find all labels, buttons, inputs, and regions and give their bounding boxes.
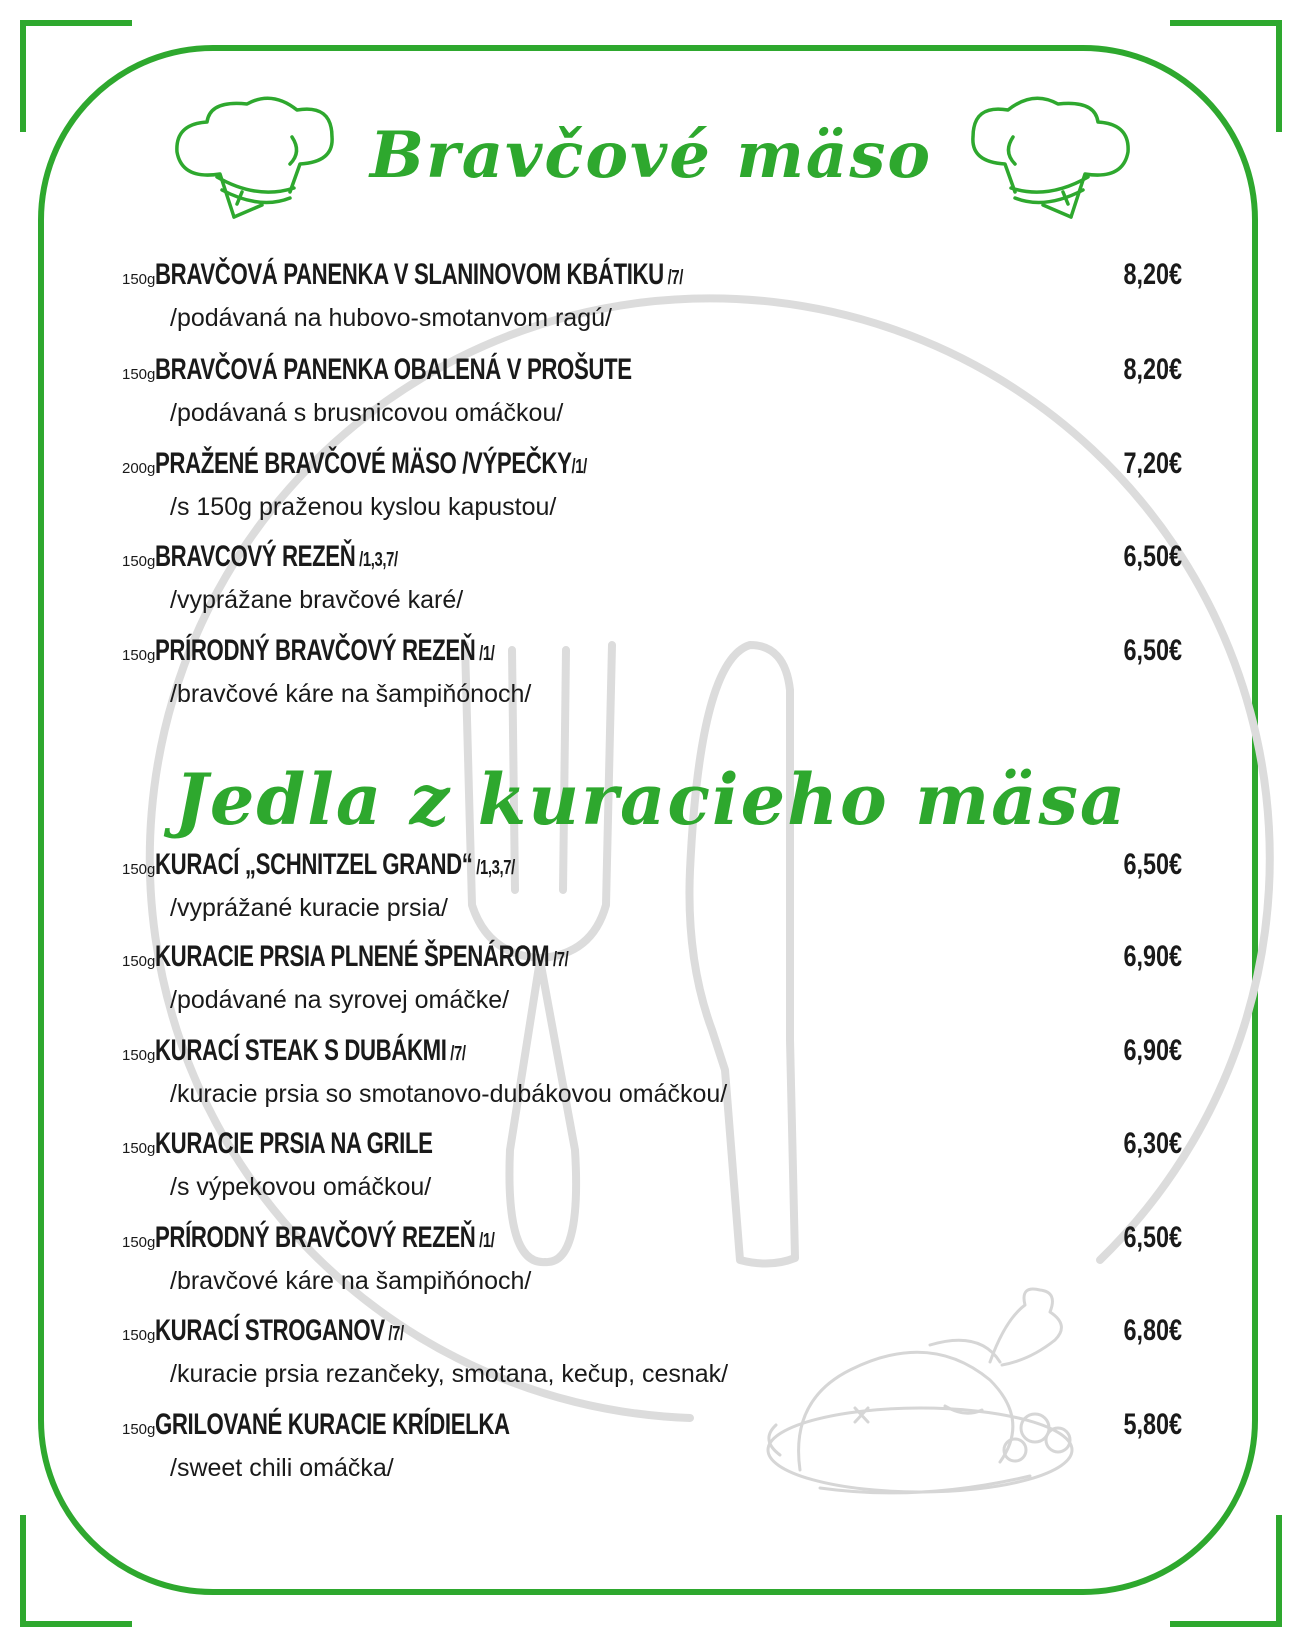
item-name: KURACIE PRSIA PLNENÉ ŠPENÁROM /7/ (155, 940, 569, 973)
item-price: 6,90€ (1123, 1034, 1182, 1067)
item-price: 8,20€ (1123, 353, 1182, 386)
item-description: /podávaná s brusnicovou omáčkou/ (170, 399, 564, 427)
item-price: 6,30€ (1123, 1127, 1182, 1160)
item-price: 6,90€ (1123, 940, 1182, 973)
item-description: /s výpekovou omáčkou/ (170, 1173, 432, 1201)
item-weight: 150g (122, 271, 156, 288)
item-description: /s 150g praženou kyslou kapustou/ (170, 493, 557, 521)
item-weight: 150g (122, 861, 156, 878)
item-weight: 150g (122, 1327, 156, 1344)
menu-item (122, 634, 1182, 724)
item-name: KURACÍ „SCHNITZEL GRAND“ /1,3,7/ (155, 848, 516, 881)
item-allergens: /7/ (446, 1043, 467, 1065)
item-weight: 150g (122, 1234, 156, 1251)
menu-item (122, 940, 1182, 1030)
item-weight: 150g (122, 366, 156, 383)
item-name: PRÍRODNÝ BRAVČOVÝ REZEŇ /1/ (155, 634, 495, 667)
item-description: /vyprážané kuracie prsia/ (170, 894, 448, 922)
item-description: /sweet chili omáčka/ (170, 1454, 394, 1482)
item-name: BRAVČOVÁ PANENKA OBALENÁ V PROŠUTE (155, 353, 633, 386)
item-allergens: /1/ (571, 456, 588, 478)
menu-item (122, 848, 1182, 938)
item-allergens: /7/ (549, 949, 569, 971)
item-name: PRAŽENÉ BRAVČOVÉ MÄSO /VÝPEČKY/1/ (155, 447, 588, 480)
item-weight: 150g (122, 1140, 156, 1157)
item-price: 5,80€ (1123, 1408, 1182, 1441)
item-price: 8,20€ (1123, 258, 1182, 291)
item-description: /podávaná na hubovo-smotanvom ragú/ (170, 304, 612, 332)
item-price: 6,50€ (1123, 1221, 1182, 1254)
item-weight: 200g (122, 460, 156, 477)
item-weight: 150g (122, 553, 156, 570)
item-allergens: /7/ (664, 267, 684, 289)
item-allergens: /1/ (475, 643, 495, 665)
menu-item (122, 1408, 1182, 1498)
item-allergens: /1,3,7/ (355, 549, 399, 571)
item-allergens: /7/ (385, 1323, 405, 1345)
item-name: KURACÍ STROGANOV /7/ (155, 1314, 405, 1347)
item-description: /bravčové káre na šampiňónoch/ (170, 1267, 532, 1295)
item-name: KURACÍ STEAK S DUBÁKMI /7/ (155, 1034, 467, 1067)
item-description: /vyprážane bravčové karé/ (170, 586, 464, 614)
item-allergens: /1/ (475, 1230, 495, 1252)
item-weight: 150g (122, 647, 156, 664)
item-description: /kuracie prsia so smotanovo-dubákovou omáčkou/ (170, 1080, 728, 1108)
item-name: GRILOVANÉ KURACIE KRÍDIELKA (155, 1408, 511, 1441)
menu-item (122, 1221, 1182, 1311)
menu-item (122, 1034, 1182, 1124)
item-description: /kuracie prsia rezančeky, smotana, kečup, cesnak/ (170, 1360, 729, 1388)
item-price: 6,80€ (1123, 1314, 1182, 1347)
item-weight: 150g (122, 1047, 156, 1064)
item-name: BRAVCOVÝ REZEŇ /1,3,7/ (155, 540, 399, 573)
item-name: BRAVČOVÁ PANENKA V SLANINOVOM KBÁTIKU /7/ (155, 258, 684, 291)
item-price: 6,50€ (1123, 634, 1182, 667)
item-name: KURACIE PRSIA NA GRILE (155, 1127, 433, 1160)
item-price: 6,50€ (1123, 848, 1182, 881)
item-price: 7,20€ (1123, 447, 1182, 480)
item-description: /bravčové káre na šampiňónoch/ (170, 680, 532, 708)
menu-item (122, 1314, 1182, 1404)
item-price: 6,50€ (1123, 540, 1182, 573)
menu-item (122, 258, 1182, 348)
section-title-chicken: Jedla z kuracieho mäsa (174, 758, 1128, 841)
menu-item (122, 540, 1182, 630)
menu-item (122, 1127, 1182, 1217)
item-weight: 150g (122, 1421, 156, 1438)
item-description: /podávané na syrovej omáčke/ (170, 986, 510, 1014)
section-title-pork: Bravčové mäso (369, 118, 933, 193)
item-weight: 150g (122, 953, 156, 970)
menu-item (122, 447, 1182, 537)
menu-item (122, 353, 1182, 443)
item-name: PRÍRODNÝ BRAVČOVÝ REZEŇ /1/ (155, 1221, 495, 1254)
item-allergens: /1,3,7/ (472, 857, 516, 879)
